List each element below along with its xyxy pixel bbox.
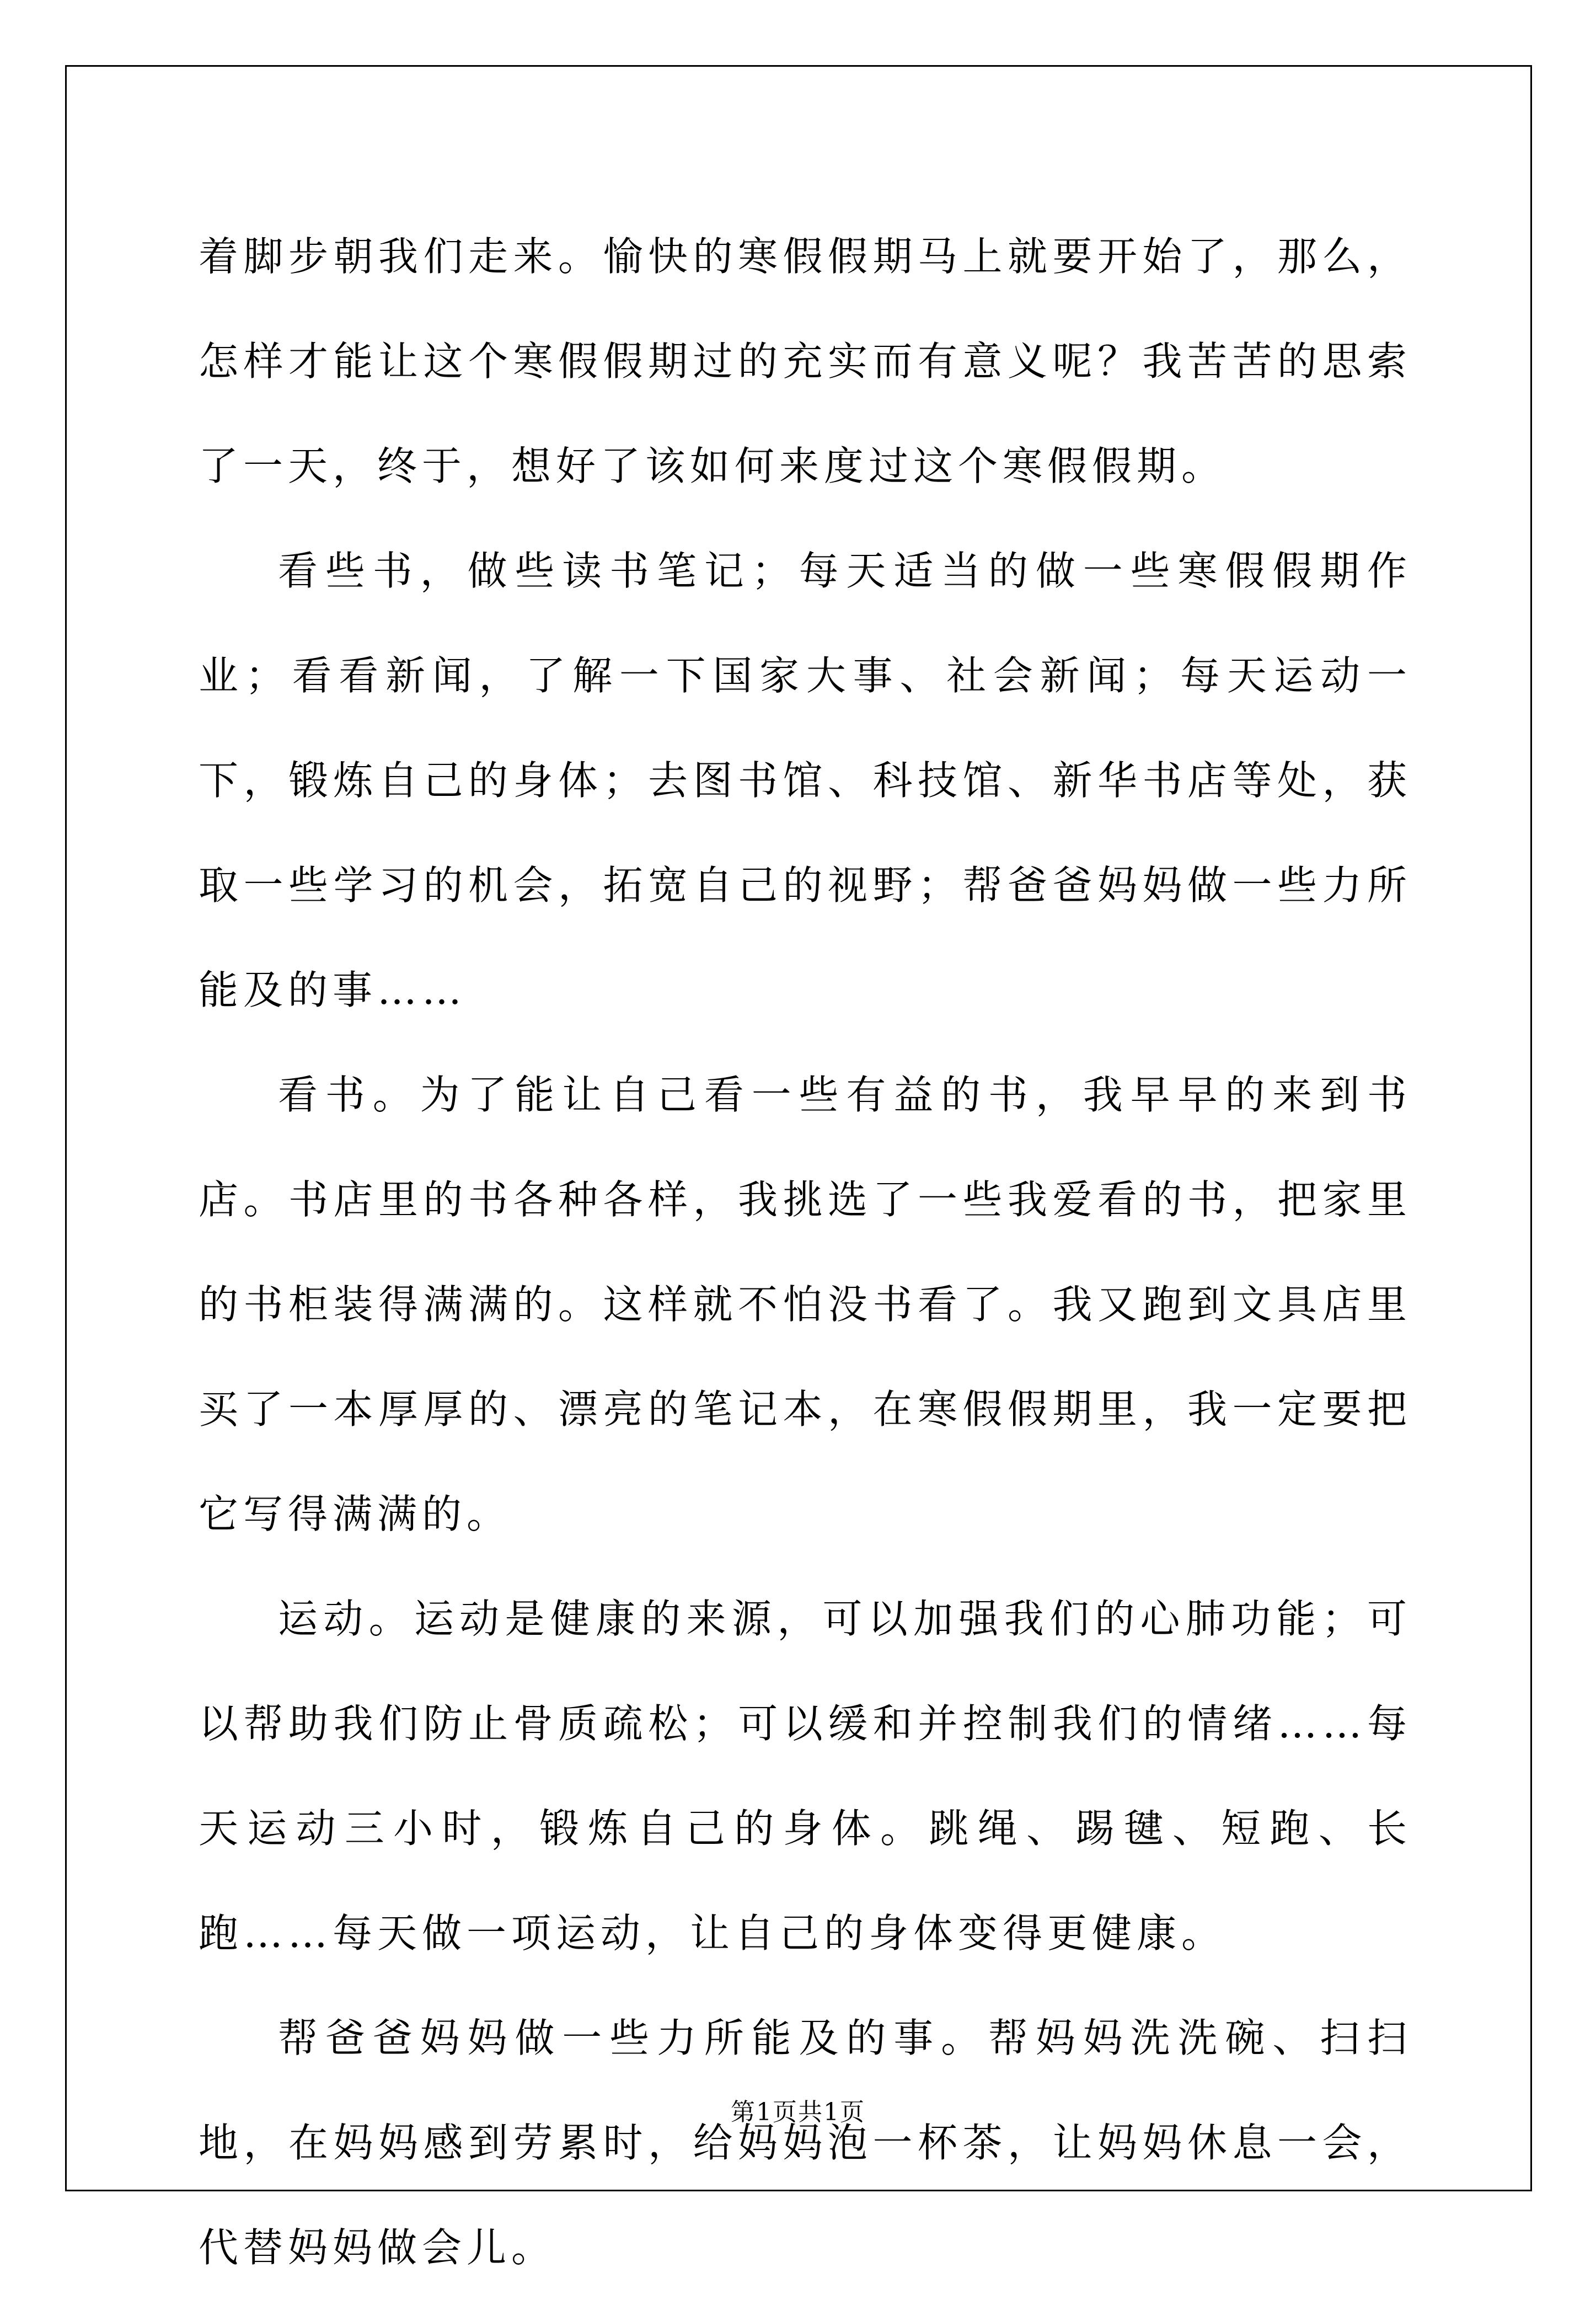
paragraph-3: 看书。为了能让自己看一些有益的书，我早早的来到书店。书店里的书各种各样，我挑选了一些我爱看的书，把家里的书柜装得满满的。这样就不怕没书看了。我又跑到文具店里买了一本厚厚的、漂亮的笔记本，在寒假假期里，我一定要把它写得满满的。 xyxy=(199,1072,1412,1537)
paragraph-2: 看些书，做些读书笔记；每天适当的做一些寒假假期作业；看看新闻，了解一下国家大事、社会新闻；每天运动一下，锻炼自己的身体；去图书馆、科技馆、新华书店等处，获取一些学习的机会，拓宽自己的视野；帮爸爸妈妈做一些力所能及的事…… xyxy=(199,548,1412,1013)
paragraph-4: 运动。运动是健康的来源，可以加强我们的心肺功能；可以帮助我们防止骨质疏松；可以缓和并控制我们的情绪……每天运动三小时，锻炼自己的身体。跳绳、踢毽、短跑、长跑……每天做一项运动，让自己的身体变得更健康。 xyxy=(199,1596,1412,1956)
page-number-current: 第1页 xyxy=(731,2098,798,2126)
paragraph-1: 着脚步朝我们走来。愉快的寒假假期马上就要开始了，那么，怎样才能让这个寒假假期过的充实而有意义呢？我苦苦的思索了一天，终于，想好了该如何来度过这个寒假假期。 xyxy=(199,233,1412,489)
page-number-total: 共1页 xyxy=(798,2098,865,2126)
page-footer xyxy=(0,2096,1596,2129)
document-body xyxy=(199,204,1412,2300)
paragraph-5: 帮爸爸妈妈做一些力所能及的事。帮妈妈洗洗碗、扫扫地，在妈妈感到劳累时，给妈妈泡一杯茶，让妈妈休息一会，代替妈妈做会儿。 xyxy=(199,2015,1412,2271)
